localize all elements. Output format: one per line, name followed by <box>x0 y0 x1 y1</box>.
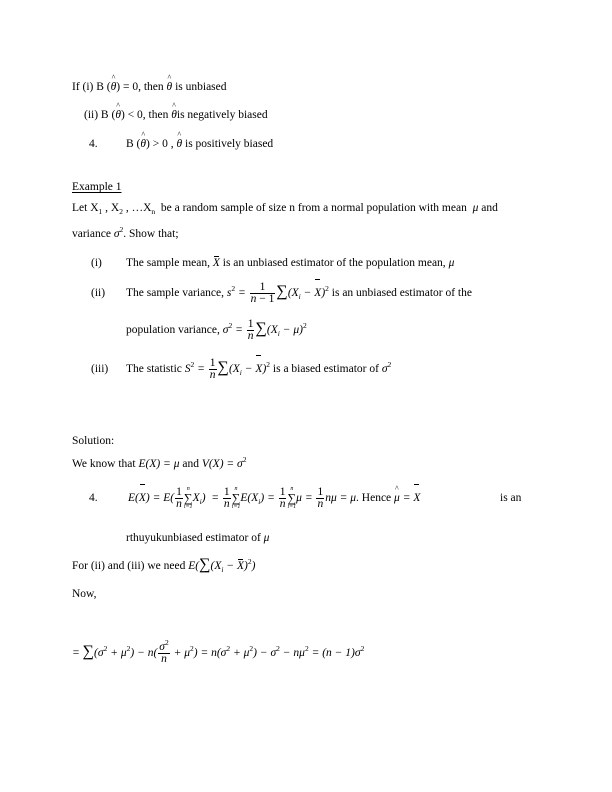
final-equation <box>72 638 364 668</box>
theta-hat: ^ θ <box>115 108 121 122</box>
solution-need: For (ii) and (iii) we need $E(\sum(X_i - X)^2)$ <box>72 556 256 574</box>
item-ii-number: (ii) <box>91 287 106 299</box>
item-ii-text-cont: population variance, $\sigma^2$ = $\frac{1}{n}$ $\sum(X_i - \mu)^2$ <box>126 317 307 342</box>
statistic-formula: $S^2$ = $\frac{1}{n}$ $\sum(X_i - X)^2$ <box>185 363 273 375</box>
mu-symbol: μ <box>263 532 270 544</box>
item-i-text: The sample mean, X is an unbiased estimator of the population mean, μ <box>126 257 455 269</box>
theta-hat: ^ θ <box>171 108 177 122</box>
mu-symbol: μ <box>448 257 455 269</box>
item-i-number: (i) <box>91 257 102 269</box>
expectation-formula: E(X) = μ <box>138 458 180 470</box>
theta-hat: ^ θ <box>167 80 173 94</box>
item-ii-text: The sample variance, $s^2$ = $\frac{1}{n - 1}$ $\sum(X_i - X)^2$ is an unbiased estimator of the <box>126 279 472 307</box>
mu-symbol: μ <box>472 202 479 214</box>
theta-hat: ^ θ <box>140 137 146 151</box>
condition-unbiased: If (i) B (^ θ) = 0, then ^ θ is unbiased <box>72 80 227 94</box>
condition-negatively-biased: (ii) B (^ θ) < 0, then ^ θis negatively biased <box>84 108 268 122</box>
example-intro-line2: variance $\sigma^2$. Show that; <box>72 225 179 240</box>
example-intro-line1: Let $X_1$ , $X_2$ , $\dots X_n$ be a random sample of size n from a normal population with mean μ and <box>72 202 498 216</box>
solution-step-number: 4. <box>89 492 98 504</box>
theta-hat: ^ θ <box>111 80 117 94</box>
sigma-squared: $\sigma^2$ <box>113 225 124 240</box>
sample-variance-formula: $s^2$ = $\frac{1}{n - 1}$ $\sum(X_i - X)^2$ <box>227 287 332 299</box>
solution-known: We know that E(X) = μ and $V(X) = \sigma^2$ <box>72 455 247 470</box>
item-iii-text: The statistic $S^2$ = $\frac{1}{n}$ $\sum(X_i - X)^2$ is a biased estimator of $\sigma^2$ <box>126 355 391 383</box>
solution-title: Solution: <box>72 435 115 447</box>
solution-tail: rthuyukunbiased estimator of μ <box>126 532 270 544</box>
variance-formula: $V(X) = \sigma^2$ <box>201 455 247 470</box>
x-bar: X <box>212 257 220 269</box>
population-variance-formula: $\sigma^2$ = $\frac{1}{n}$ $\sum(X_i - \mu)^2$ <box>222 317 307 342</box>
solution-now: Now, <box>72 588 97 600</box>
mu-hat-equals-x-bar: ^ μ = X <box>394 492 420 504</box>
sigma-squared: $\sigma^2$ <box>381 360 392 375</box>
item-iii-number: (iii) <box>91 363 109 375</box>
solution-is-an: is an <box>500 492 522 504</box>
mean-unbiased-derivation: E(X) = E( $\frac{1}{n}$ n ∑ i=1 $X_i$) = $\frac{1}{n}$ n ∑ i=1 $E(X_i)$ = $\frac{1}{n}$ n ∑ i=1 μ = $\frac{1}{n}$ nμ = μ <box>128 492 356 504</box>
theta-hat: ^ θ <box>176 137 182 151</box>
expectation-sum-formula: $E(\sum(X_i - X)^2)$ <box>188 556 256 574</box>
condition-positively-biased: B (^ θ) > 0 , ^ θ is positively biased <box>126 137 273 151</box>
solution-step: E(X) = E( $\frac{1}{n}$ n ∑ i=1 $X_i$) = $\frac{1}{n}$ n ∑ i=1 $E(X_i)$ = $\frac{1}{n}$ n ∑ i=1 μ = $\frac{1}{n}$ nμ = μ. Hence ^ μ = X <box>128 484 420 512</box>
final-derivation: = $\sum(\sigma^2 + \mu^2) - n$( $\frac{\sigma^2}{n}$ + $\mu^2) = n(\sigma^2 + \mu^2) - \sigma^2 - n\mu^2 = (n - 1)\sigma^2$ <box>72 637 365 665</box>
example-title: Example 1 <box>72 181 122 193</box>
condition-positively-biased-number: 4. <box>89 138 98 150</box>
